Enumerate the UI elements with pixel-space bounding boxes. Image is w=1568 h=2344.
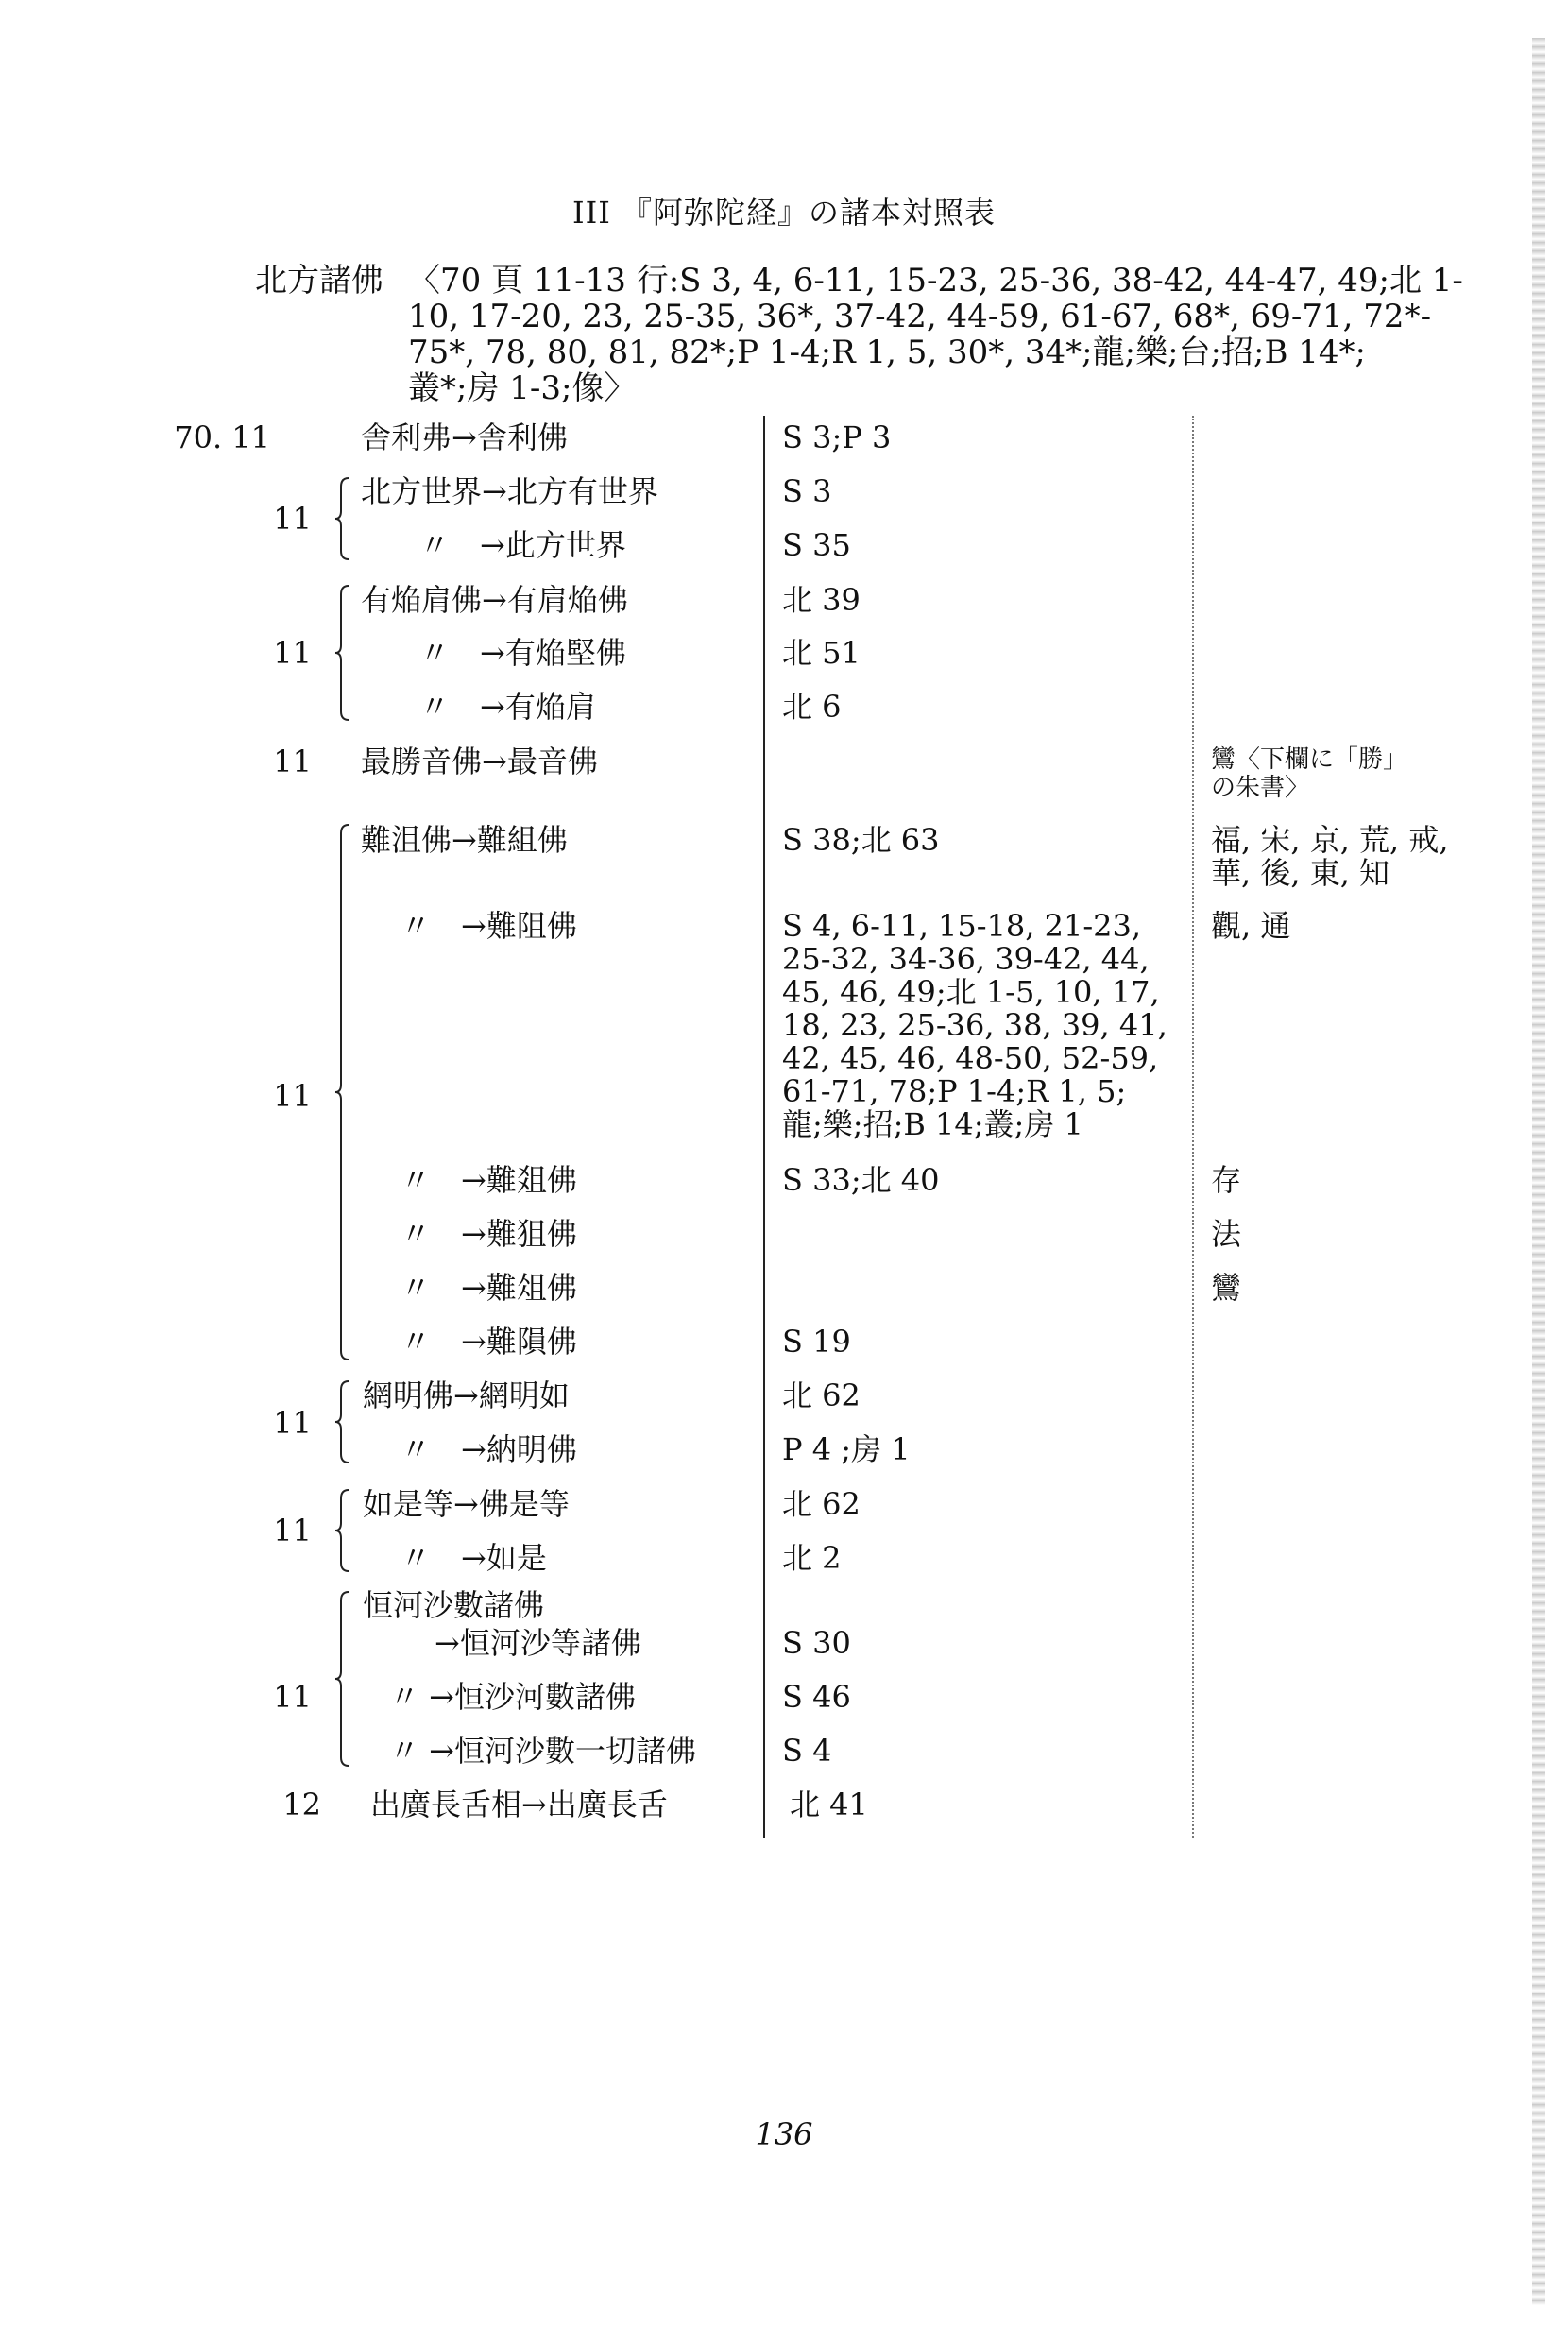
entry-source-line: 〈70 頁 11-13 行:S 3, 4, 6-11, 15-23, 25-36, 38-42, 44-47, 49;北 1- (408, 262, 1463, 299)
line-number: 11 (273, 635, 312, 671)
group-brace (334, 477, 349, 560)
line-number: 11 (273, 1405, 312, 1441)
manuscript-sources: P 4 ;房 1 (782, 1431, 911, 1467)
manuscript-sources: 北 39 (782, 582, 861, 618)
variant-reading: 恒河沙數諸佛 (363, 1587, 545, 1623)
manuscript-sources: 北 62 (782, 1377, 861, 1413)
variant-reading: 難沮佛→難組佛 (361, 822, 568, 858)
group-brace (334, 1380, 349, 1463)
line-number: 11 (273, 501, 312, 537)
manuscript-sources: S 3 (782, 473, 832, 509)
entry-sources (408, 263, 1475, 406)
variant-reading: 〃 →難俎佛 (401, 1270, 577, 1306)
notes: 法 (1211, 1216, 1242, 1252)
variant-reading: 〃 →有焔堅佛 (419, 635, 626, 671)
notes: 存 (1211, 1162, 1242, 1198)
variant-reading: 舎利弗→舎利佛 (361, 419, 568, 455)
manuscript-sources: S 19 (782, 1324, 851, 1360)
variant-reading: 〃 →難狙佛 (401, 1216, 577, 1252)
column-rule-dotted (1192, 416, 1194, 1838)
line-number: 70. 11 (174, 419, 270, 455)
entry-source-line: 75*, 78, 80, 81, 82*;P 1-4;R 1, 5, 30*, 34*;龍;樂;台;招;B 14*; (408, 334, 1366, 371)
manuscript-sources: S 3;P 3 (782, 419, 892, 455)
variant-reading: 〃 →恒沙河數諸佛 (389, 1679, 636, 1715)
scan-edge (1532, 38, 1545, 2305)
manuscript-sources: S 38;北 63 (782, 822, 940, 858)
variant-reading: 北方世界→北方有世界 (361, 473, 658, 509)
manuscript-sources: S 46 (782, 1679, 851, 1715)
variant-reading: 〃 →難阻佛 (401, 908, 577, 944)
manuscript-sources: 北 2 (782, 1540, 842, 1576)
entry-source-line: 10, 17-20, 23, 25-35, 36*, 37-42, 44-59, 61-67, 68*, 69-71, 72*- (408, 298, 1432, 335)
notes: 觀, 通 (1211, 908, 1291, 944)
manuscript-sources: 北 6 (782, 689, 842, 725)
page-header: III 『阿弥陀経』の諸本対照表 (571, 195, 997, 231)
line-number: 11 (273, 1679, 312, 1715)
variant-reading: 網明佛→網明如 (363, 1377, 570, 1413)
notes: 鸞 (1211, 1270, 1242, 1306)
page-number: 136 (755, 2116, 813, 2152)
manuscript-sources: S 4, 6-11, 15-18, 21-23, 25-32, 34-36, 39-42, 44, 45, 46, 49;北 1-5, 10, 17, 18, 23, 25-36, 38, 39, 41, 42, 45, 46, 48-50, 52-59, 61-71, 78;P 1-4;R 1, 5; 龍;樂;招;B 14;叢;房 1 (782, 908, 1167, 1142)
column-rule (763, 416, 765, 1838)
variant-reading: 最勝音佛→最音佛 (361, 744, 598, 779)
group-brace (334, 1489, 349, 1572)
manuscript-sources: 北 62 (782, 1486, 861, 1522)
manuscript-sources: S 30 (782, 1625, 851, 1661)
variant-reading: 〃 →納明佛 (401, 1431, 577, 1467)
variant-reading: 如是等→佛是等 (363, 1486, 570, 1522)
group-brace (334, 824, 349, 1360)
line-number: 11 (273, 744, 312, 779)
manuscript-sources: 北 51 (782, 635, 861, 671)
variant-reading: 〃 →難爼佛 (401, 1162, 577, 1198)
group-brace (334, 585, 349, 721)
variant-reading: 有焔肩佛→有肩焔佛 (361, 582, 628, 618)
variant-reading: →恒河沙等諸佛 (435, 1625, 641, 1661)
manuscript-sources: S 33;北 40 (782, 1162, 940, 1198)
variant-reading: 〃 →此方世界 (419, 527, 626, 563)
manuscript-sources: 北 41 (790, 1787, 868, 1822)
manuscript-sources: S 4 (782, 1733, 832, 1769)
variant-reading: 出廣長舌相→出廣長舌 (370, 1787, 668, 1822)
notes: 鸞〈下欄に「勝」 の朱書〉 (1211, 745, 1408, 802)
variant-reading: 〃 →有焔肩 (419, 689, 596, 725)
entry-label: 北方諸佛 (255, 262, 383, 299)
variant-reading: 〃 →難隕佛 (401, 1324, 577, 1360)
line-number: 12 (282, 1787, 321, 1822)
entry-source-line: 叢*;房 1-3;像〉 (408, 369, 637, 407)
variant-reading: 〃 →如是 (401, 1540, 547, 1576)
variant-reading: 〃 →恒河沙數一切諸佛 (389, 1733, 696, 1769)
notes: 福, 宋, 京, 荒, 戒, 華, 後, 東, 知 (1211, 822, 1449, 891)
line-number: 11 (273, 1078, 312, 1114)
group-brace (334, 1591, 349, 1767)
manuscript-sources: S 35 (782, 527, 851, 563)
line-number: 11 (273, 1513, 312, 1548)
